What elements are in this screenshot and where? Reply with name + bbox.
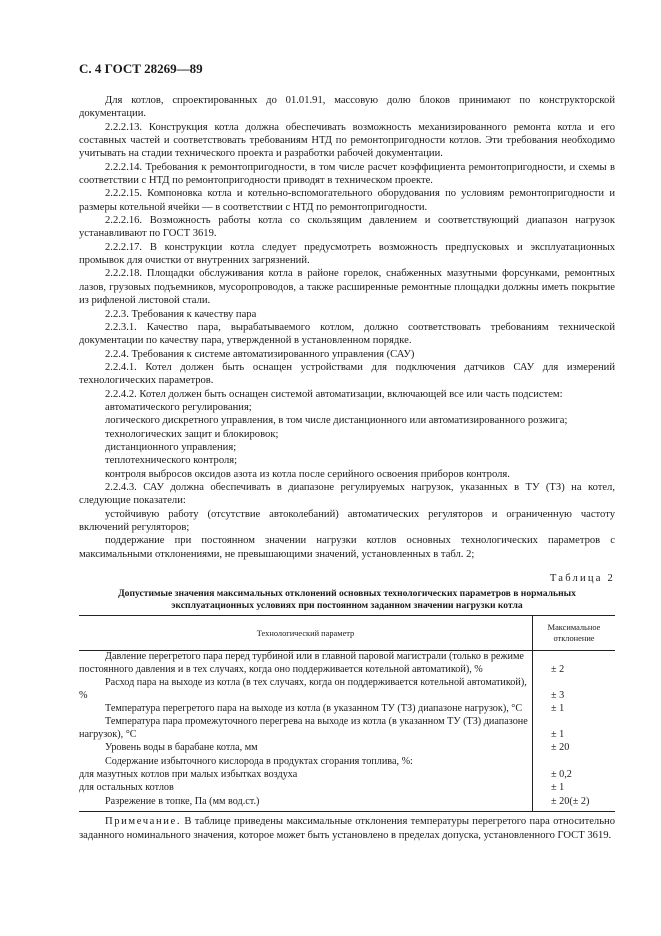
paragraph: 2.2.4.2. Котел должен быть оснащен системой автоматизации, включающей все или часть подсистем: — [105, 388, 563, 400]
section-heading: 2.2.4. Требования к системе автоматизированного управления (САУ) — [105, 348, 415, 360]
table-row — [79, 782, 615, 795]
column-header-line: отклонение — [553, 634, 595, 644]
list-item: технологических защит и блокировок; — [105, 428, 279, 440]
list-item: устойчивую работу (отсутствие автоколебаний) автоматических регуляторов и ограниченную частоту включений регуляторов; — [79, 508, 615, 533]
table-title — [79, 588, 615, 611]
paragraph: 2.2.4.3. САУ должна обеспечивать в диапазоне регулируемых нагрузок, указанных в ТУ (ТЗ) на котел, следующие показатели: — [79, 481, 615, 507]
deviation-table — [79, 615, 615, 812]
deviation-cell: ± 3 — [533, 677, 616, 703]
parameter-cell: Давление перегретого пара перед турбиной или в главной паровой магистрали (только в режиме постоянного давления и в тех случаях, когда оно поддерживается котельной автоматикой), % — [79, 651, 524, 675]
table-row — [79, 756, 615, 769]
table-title-line: эксплуатационных условиях при постоянном заданном значении нагрузки котла — [171, 599, 523, 611]
parameter-cell: Разрежение в топке, Па (мм вод.ст.) — [105, 795, 260, 807]
document-body — [79, 94, 615, 842]
deviation-cell: ± 1 — [533, 782, 616, 795]
table-header-row — [79, 616, 615, 651]
deviation-cell: ± 20(± 2) — [533, 796, 616, 812]
list-item: автоматического регулирования; — [105, 401, 252, 413]
deviation-cell: ± 2 — [533, 651, 616, 677]
table-title-line: Допустимые значения максимальных отклонений основных технологических параметров в нормальных — [118, 588, 576, 600]
paragraph: 2.2.2.13. Конструкция котла должна обеспечивать возможность механизированного ремонта котла и его составных частей и соответствовать требованиям НТД по ремонтопригодности котлов. Эти требования необходимо учитывать на стадии технического проекта и разработки рабочей документации. — [79, 121, 615, 160]
note-label: Примечание. — [105, 816, 182, 828]
table-row — [79, 716, 615, 742]
list-item: теплотехнического контроля; — [105, 455, 238, 467]
list-item: логического дискретного управления, в том числе дистанционного или автоматизированного розжига; — [105, 415, 568, 427]
table-row — [79, 651, 615, 677]
table-row — [79, 769, 615, 782]
parameter-cell: Содержание избыточного кислорода в продуктах сгорания топлива, %: — [105, 755, 413, 767]
list-item: поддержание при постоянном значении нагрузки котлов основных технологических параметров с максимальными отклонениями, не превышающими значений, установленных в табл. 2; — [79, 535, 615, 560]
note-text: В таблице приведены максимальные отклонения температуры перегретого пара относительно заданного номинального значения, которое может быть установлено в пределах допуска, установленного ГОСТ 3619. — [79, 816, 615, 841]
parameter-subcell: для остальных котлов — [79, 782, 174, 794]
table-row — [79, 796, 615, 812]
table-note — [79, 815, 615, 842]
list-item: дистанционного управления; — [105, 441, 237, 453]
column-header-line: Максимальное — [547, 623, 601, 633]
deviation-cell: ± 1 — [533, 703, 616, 716]
parameter-cell: Расход пара на выходе из котла (в тех случаях, когда он поддерживается котельной автоматикой), % — [79, 677, 527, 701]
parameter-subcell: для мазутных котлов при малых избытках воздуха — [79, 769, 298, 781]
paragraph: 2.2.2.15. Компоновка котла и котельно-вспомогательного оборудования по условиям ремонтопригодности и размеры котельной ячейки — в соответствии с НТД по ремонтопригодности. — [79, 188, 615, 213]
paragraph: 2.2.4.1. Котел должен быть оснащен устройствами для подключения датчиков САУ для измерений технологических параметров. — [79, 361, 615, 387]
deviation-cell: ± 1 — [533, 716, 616, 742]
table-label: Таблица 2 — [549, 573, 615, 585]
parameter-cell: Температура перегретого пара на выходе из котла (в указанном ТУ (ТЗ) диапазоне нагрузок), °С — [105, 703, 523, 714]
deviation-cell: ± 0,2 — [533, 769, 616, 782]
column-header-deviation — [533, 616, 616, 651]
paragraph: 2.2.2.16. Возможность работы котла со скользящим давлением и соответствующий диапазон нагрузок устанавливают по ГОСТ 3619. — [79, 215, 615, 240]
paragraph: Для котлов, спроектированных до 01.01.91, массовую долю блоков принимают по конструкторской документации. — [79, 95, 615, 120]
section-heading: 2.2.3. Требования к качеству пара — [105, 308, 257, 320]
paragraph: 2.2.3.1. Качество пара, вырабатываемого котлом, должно соответствовать требованиям технической документации по качеству пара, утвержденной в установленном порядке. — [79, 321, 615, 347]
paragraph: 2.2.2.14. Требования к ремонтопригодности, в том числе расчет коэффициента ремонтопригодности, и схемы в соответствии с НТД по ремонтопригодности приводят в техническом проекте. — [79, 161, 615, 187]
paragraph: 2.2.2.17. В конструкции котла следует предусмотреть возможность предпусковых и эксплуатационных промывок для очистки от внутренних загрязнений. — [79, 241, 615, 267]
table-row — [79, 742, 615, 755]
column-header-parameter: Технологический параметр — [79, 616, 533, 651]
table-row — [79, 703, 615, 716]
list-item: контроля выбросов оксидов азота из котла после серийного освоения приборов контроля. — [105, 468, 510, 480]
parameter-cell: Уровень воды в барабане котла, мм — [105, 742, 258, 754]
page-header: С. 4 ГОСТ 28269—89 — [79, 61, 203, 76]
paragraph: 2.2.2.18. Площадки обслуживания котла в районе горелок, снабженных мазутными форсунками, ремонтных лазов, грузовых подъемников, мусоропроводов, а также расширенные ремонтные площадки должны иметь покрытие из рифленой листовой стали. — [79, 268, 615, 307]
deviation-cell: ± 20 — [533, 742, 616, 755]
table-row — [79, 677, 615, 703]
parameter-cell: Температура пара промежуточного перегрева на выходе из котла (в указанном ТУ (ТЗ) диапазоне нагрузок), °С — [79, 716, 528, 740]
